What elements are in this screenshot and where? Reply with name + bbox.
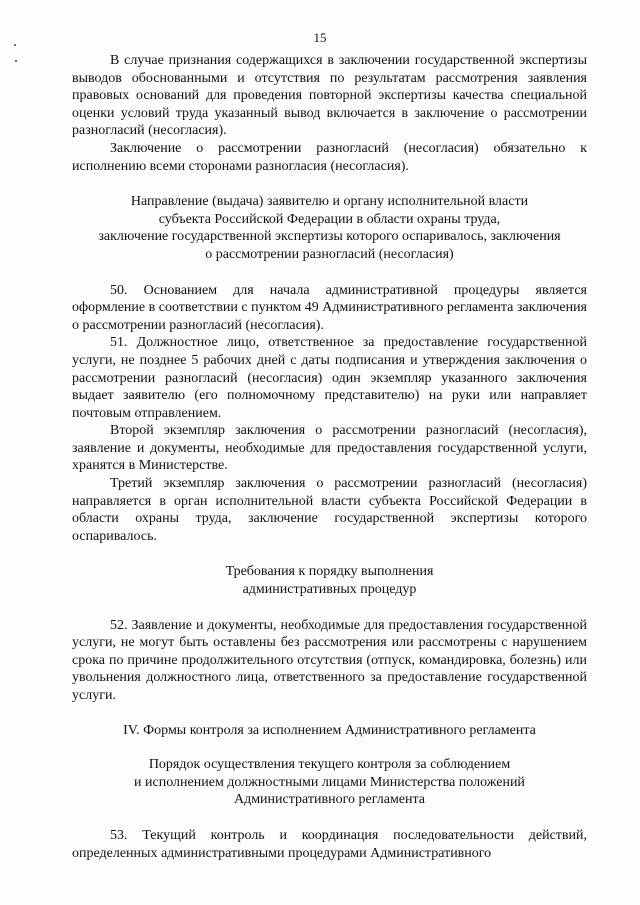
chapter-heading xyxy=(72,722,587,740)
paragraph: 50. Основанием для начала административной процедуры является оформление в соответствии с пунктом 49 Административного регламента заключения о рассмотрении разногласий (несогласия). xyxy=(72,282,587,333)
paragraph: Заключение о рассмотрении разногласий (несогласия) обязательно к исполнению всеми сторонами разногласия (несогласия). xyxy=(72,140,587,174)
paragraph: Второй экземпляр заключения о рассмотрении разногласий (несогласия), заявление и документы, необходимые для предоставления государственной услуги, хранятся в Министерстве. xyxy=(72,423,587,474)
paragraph: В случае признания содержащихся в заключении государственной экспертизы выводов обоснованными и отсутствия по результатам рассмотрения заявления правовых оснований для проведения повторной экспертизы качества специальной оценки условий труда указанный вывод включается в заключение о рассмотрении разногласий (несогласия). xyxy=(72,53,587,139)
section-heading xyxy=(72,756,587,809)
paragraph: 53. Текущий контроль и координация последовательности действий, определенных административными процедурами Административного xyxy=(72,827,587,861)
heading-line: и исполнением должностными лицами Министерства положений xyxy=(134,774,525,790)
heading-line: Направление (выдача) заявителю и органу исполнительной власти xyxy=(130,194,529,210)
heading-line: о рассмотрении разногласий (несогласия) xyxy=(205,246,454,262)
paragraph: 52. Заявление и документы, необходимые для предоставления государственной услуги, не могут быть оставлены без рассмотрения или рассмотрены с нарушением срока по причине продолжительного отсутствия (отпуск, командировка, болезнь) или увольнения должностного лица, ответственного за предоставление государственной услуги. xyxy=(72,617,587,703)
document-body xyxy=(72,52,587,862)
paragraph: 51. Должностное лицо, ответственное за предоставление государственной услуги, не позднее 5 рабочих дней с даты подписания и утверждения заключения о рассмотрении разногласий (несогласия) один экземпляр указанного заключения выдает заявителю (его полномочному представителю) на руки или направляет почтовым отправлением. xyxy=(72,335,587,421)
section-heading xyxy=(72,193,587,263)
paragraph: Третий экземпляр заключения о рассмотрении разногласий (несогласия) направляется в орган исполнительной власти субъекта Российской Федерации в области охраны труда, заключение государственной экспертизы которого оспаривалось. xyxy=(72,476,587,544)
page-number: 15 xyxy=(313,30,327,45)
heading-line: Порядок осуществления текущего контроля за соблюдением xyxy=(148,757,511,773)
heading-line: заключение государственной экспертизы которого оспаривалось, заключения xyxy=(98,229,561,245)
heading-line: субъекта Российской Федерации в области охраны труда, xyxy=(158,211,501,227)
section-heading xyxy=(72,563,587,598)
heading-line: административных процедур xyxy=(242,582,417,598)
heading-line: Административного регламента xyxy=(233,792,426,808)
heading-line: IV. Формы контроля за исполнением Административного регламента xyxy=(123,722,536,738)
scan-speck xyxy=(15,60,17,62)
heading-line: Требования к порядку выполнения xyxy=(225,564,434,580)
